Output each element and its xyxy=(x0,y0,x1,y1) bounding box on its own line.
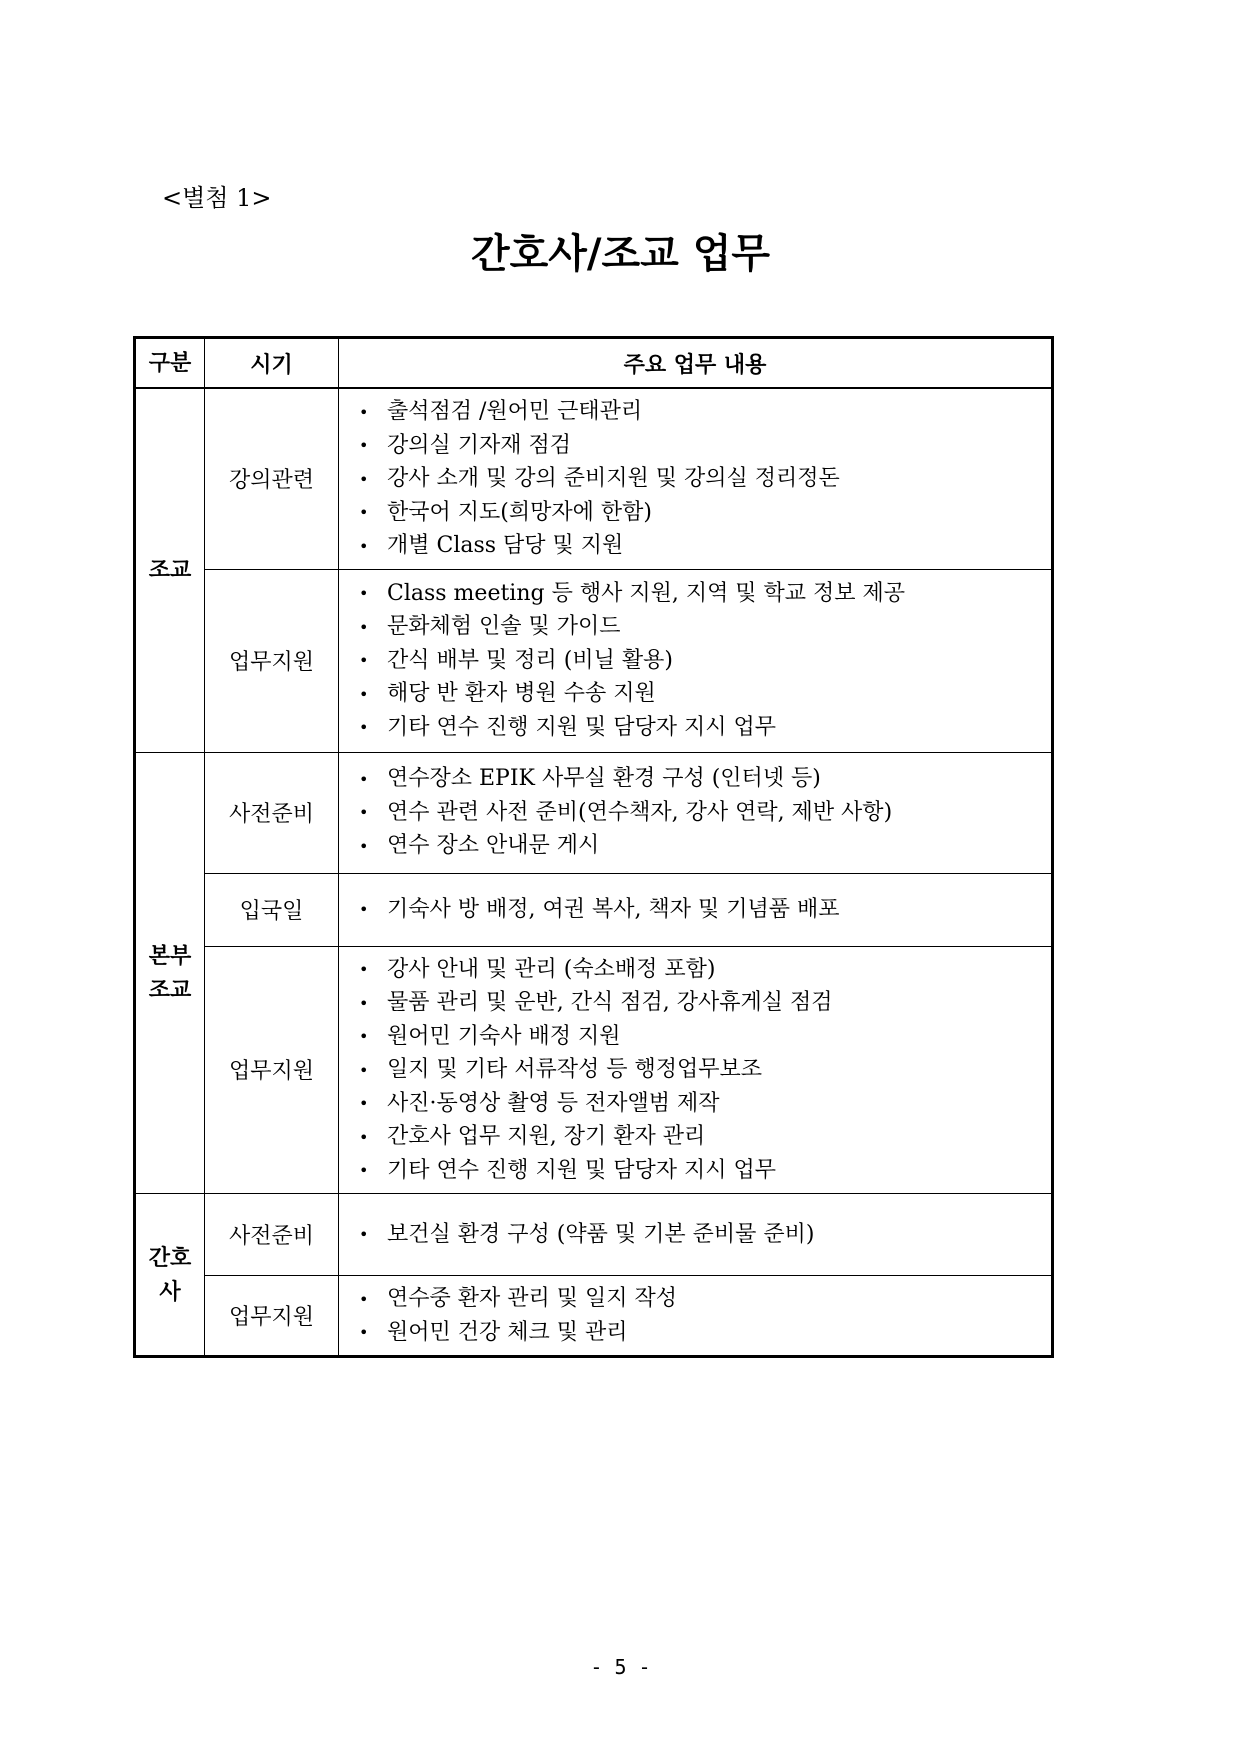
period-cell: 업무지원 xyxy=(205,946,339,1194)
list-item: • 강사 안내 및 관리 (숙소배정 포함) xyxy=(359,953,1051,987)
table-row xyxy=(135,1194,1053,1276)
period-cell: 입국일 xyxy=(205,873,339,946)
period-cell: 강의관련 xyxy=(205,388,339,569)
header-content: 주요 업무 내용 xyxy=(339,338,1053,389)
list-item: • 출석점검 /원어민 근태관리 xyxy=(359,395,1051,429)
list-item: • 연수중 환자 관리 및 일지 작성 xyxy=(359,1282,1051,1316)
page-title: 간호사/조교 업무 xyxy=(470,231,770,277)
list-item: • 해당 반 환자 병원 수송 지원 xyxy=(359,677,1051,711)
category-cell: 본부 조교 xyxy=(135,752,205,1194)
list-item: • 기타 연수 진행 지원 및 담당자 지시 업무 xyxy=(359,1154,1051,1188)
list-item: • 사진·동영상 촬영 등 전자앨범 제작 xyxy=(359,1087,1051,1121)
table-row xyxy=(135,388,1053,569)
list-item: • 원어민 기숙사 배정 지원 xyxy=(359,1020,1051,1054)
table-header-row xyxy=(135,338,1053,389)
list-item: • 한국어 지도(희망자에 한함) xyxy=(359,496,1051,530)
list-item: • 간식 배부 및 정리 (비닐 활용) xyxy=(359,644,1051,678)
duty-list xyxy=(359,893,1051,927)
list-item: • 강의실 기자재 점검 xyxy=(359,429,1051,463)
table-row xyxy=(135,873,1053,946)
header-category: 구분 xyxy=(135,338,205,389)
table-row xyxy=(135,1276,1053,1357)
content-cell xyxy=(339,752,1053,873)
header-period: 시기 xyxy=(205,338,339,389)
list-item: • 연수장소 EPIK 사무실 환경 구성 (인터넷 등) xyxy=(359,762,1051,796)
duty-list xyxy=(359,762,1051,863)
duty-list xyxy=(359,953,1051,1188)
content-cell xyxy=(339,1276,1053,1357)
period-cell: 사전준비 xyxy=(205,752,339,873)
category-cell: 조교 xyxy=(135,388,205,752)
period-cell: 업무지원 xyxy=(205,1276,339,1357)
content-cell xyxy=(339,569,1053,752)
list-item: • 원어민 건강 체크 및 관리 xyxy=(359,1316,1051,1350)
list-item: • 문화체험 인솔 및 가이드 xyxy=(359,610,1051,644)
list-item: • 간호사 업무 지원, 장기 환자 관리 xyxy=(359,1120,1051,1154)
duty-list xyxy=(359,577,1051,745)
list-item: • 연수 장소 안내문 게시 xyxy=(359,829,1051,863)
list-item: • 강사 소개 및 강의 준비지원 및 강의실 정리정돈 xyxy=(359,462,1051,496)
list-item: • Class meeting 등 행사 지원, 지역 및 학교 정보 제공 xyxy=(359,577,1051,611)
list-item: • 기타 연수 진행 지원 및 담당자 지시 업무 xyxy=(359,711,1051,745)
content-cell xyxy=(339,946,1053,1194)
list-item: • 물품 관리 및 운반, 간식 점검, 강사휴게실 점검 xyxy=(359,986,1051,1020)
list-item: • 기숙사 방 배정, 여권 복사, 책자 및 기념품 배포 xyxy=(359,893,1051,927)
list-item: • 보건실 환경 구성 (약품 및 기본 준비물 준비) xyxy=(359,1218,1051,1252)
list-item: • 개별 Class 담당 및 지원 xyxy=(359,529,1051,563)
period-cell: 업무지원 xyxy=(205,569,339,752)
list-item: • 일지 및 기타 서류작성 등 행정업무보조 xyxy=(359,1053,1051,1087)
duty-list xyxy=(359,1282,1051,1349)
duty-list xyxy=(359,1218,1051,1252)
attachment-label: <별첨 1> xyxy=(162,184,272,212)
content-cell xyxy=(339,873,1053,946)
content-cell xyxy=(339,1194,1053,1276)
duties-table xyxy=(133,336,1054,1358)
table-row xyxy=(135,569,1053,752)
table-row xyxy=(135,946,1053,1194)
duty-list xyxy=(359,395,1051,563)
page-number: - 5 - xyxy=(590,1655,651,1679)
table-row xyxy=(135,752,1053,873)
period-cell: 사전준비 xyxy=(205,1194,339,1276)
list-item: • 연수 관련 사전 준비(연수책자, 강사 연락, 제반 사항) xyxy=(359,796,1051,830)
content-cell xyxy=(339,388,1053,569)
category-cell: 간호 사 xyxy=(135,1194,205,1357)
